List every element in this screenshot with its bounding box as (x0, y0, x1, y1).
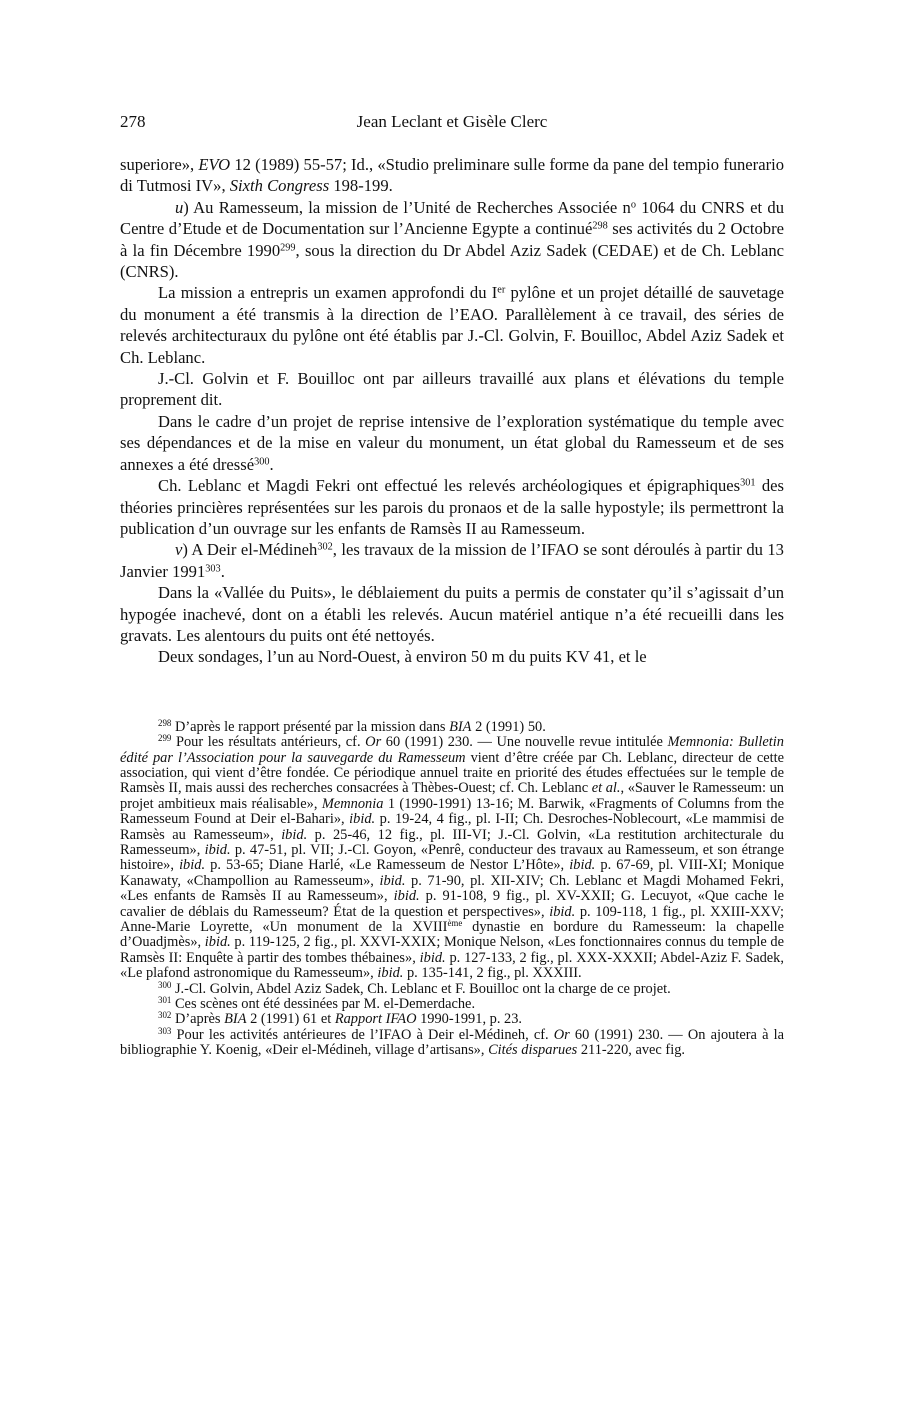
main-text (120, 154, 784, 668)
paragraph: Deux sondages, l’un au Nord-Ouest, à environ 50 m du puits KV 41, et le (158, 647, 647, 667)
paragraph: v) A Deir el-Médineh$^{302}$, les travaux de la mission de l’IFAO se sont déroulés à partir du 13 Janvier 1991$^{303}$. (120, 540, 784, 581)
paragraph: J.-Cl. Golvin et F. Bouilloc ont par ailleurs travaillé aux plans et élévations du temple proprement dit. (120, 369, 784, 410)
page (120, 112, 784, 1059)
footnote: $^{301}$ Ces scènes ont été dessinées par M. el-Demerdache. (158, 995, 476, 1013)
running-title: Jean Leclant et Gisèle Clerc (356, 112, 548, 131)
page-header (120, 112, 784, 138)
paragraph: La mission a entrepris un examen approfondi du Ier pylône et un projet détaillé de sauvetage du monument a été transmis à la direction de l’EAO. Parallèlement à ce travail, des séries de relevés architecturaux du pylône ont été établis par J.-Cl. Golvin, F. Bouilloc, Abdel Aziz Sadek et Ch. Leblanc. (120, 283, 784, 367)
paragraph: superiore», EVO 12 (1989) 55-57; Id., «Studio preliminare sulle forme da pane del tempio funerario di Tutmosi IV», Sixth Congress 198-199. (120, 155, 784, 196)
paragraph: Dans le cadre d’un projet de reprise intensive de l’exploration systématique du temple avec ses dépendances et de la mise en valeur du monument, un état global du Ramesseum et de ses annexes a été dressé$^{300}$. (120, 411, 784, 474)
paragraph: Ch. Leblanc et Magdi Fekri ont effectué les relevés archéologiques et épigraphiques$^{301}$ des théories princières représentées sur les parois du pronaos et de la salle hypostyle; ils permettront la publication d’un ouvrage sur les enfants de Ramsès II au Ramesseum. (120, 476, 784, 538)
footnote: $^{303}$ Pour les activités antérieures de l’IFAO à Deir el-Médineh, cf. Or 60 (1991) 230. — On ajoutera à la bibliographie Y. Koenig, «Deir el-Médineh, village d’artisans», Cités disparues 211-220, avec fig. (120, 1025, 784, 1059)
paragraph: Dans la «Vallée du Puits», le déblaiement du puits a permis de constater qu’il s’agissait d’un hypogée inachevé, dont on a établi les relevés. Aucun matériel antique n’a été recueilli dans les gravats. Les alentours du puits ont été nettoyés. (120, 583, 784, 645)
footnote: $^{299}$ Pour les résultats antérieurs, cf. Or 60 (1991) 230. — Une nouvelle revue intitulée Memnonia: Bulletin édité par l’Association pour la sauvegarde du Ramesseum vient d’être créée par Ch. Leblanc, directeur de cette association, qui vient d’être fondée. Ce périodique annuel traite en priorité des études effectuées sur le temple de Ramsès II, mais aussi des recherches consacrées à Thèbes-Ouest; cf. Ch. Leblanc et al., «Sauver le Ramesseum: un projet ambitieux mais réalisable», Memnonia 1 (1990-1991) 13-16; M. Barwik, «Fragments of Columns from the Ramesseum Found at Deir el-Bahari», ibid. p. 19-24, 4 fig., pl. I-II; Ch. Desroches-Noblecourt, «Le mammisi de Ramsès au Ramesseum», ibid. p. 25-46, 12 fig., pl. III-VI; J.-Cl. Golvin, «La restitution architecturale du Ramesseum», ibid. p. 47-51, pl. VII; J.-Cl. Goyon, «Penrê, conducteur des travaux au Ramesseum, et son étrange histoire», ibid. p. 53-65; Diane Harlé, «Le Ramesseum de Nestor L’Hôte», ibid. p. 67-69, pl. VIII-XI; Monique Kanawaty, «Champollion au Ramesseum», ibid. p. 71-90, pl. XII-XIV; Ch. Leblanc et Magdi Mohamed Fekri, «Les enfants de Ramsès II au Ramesseum», ibid. p. 91-108, 9 fig., pl. XV-XXII; G. Lecuyot, «Que cache le cavalier de déblais du Ramesseum? État de la question et perspectives», ibid. p. 109-118, 1 fig., pl. XXIII-XXV; Anne-Marie Loyrette, «Un monument de la XVIIIème dynastie en bordure du Ramesseum: la chapelle d’Ouadjmès», ibid. p. 119-125, 2 fig., pl. XXVI-XXIX; Monique Nelson, «Les fonctionnaires connus du temple de Ramsès II: Enquête à partir des tombes thébaines», ibid. p. 127-133, 2 fig., pl. XXX-XXXII; Abdel-Aziz F. Sadek, «Le plafond astronomique du Ramesseum», ibid. p. 135-141, 2 fig., pl. XXXIII. (120, 733, 785, 982)
footnote: $^{300}$ J.-Cl. Golvin, Abdel Aziz Sadek, Ch. Leblanc et F. Bouilloc ont la charge de ce projet. (158, 979, 671, 997)
paragraph: u) Au Ramesseum, la mission de l’Unité de Recherches Associée $n^o$ 1064 du CNRS et du Centre d’Etude et de Documentation sur l’Ancienne Egypte a continué$^{298}$ ses activités du 2 Octobre à la fin Décembre 1990$^{299}$, sous la direction du Dr Abdel Aziz Sadek (CEDAE) et de Ch. Leblanc (CNRS). (120, 197, 784, 282)
footnote: $^{298}$ D’après le rapport présenté par la mission dans BIA 2 (1991) 50. (158, 717, 546, 735)
footnotes (120, 717, 785, 1059)
page-number: 278 (120, 112, 146, 131)
footnote: $^{302}$ D’après BIA 2 (1991) 61 et Rapport IFAO 1990-1991, p. 23. (158, 1010, 523, 1028)
